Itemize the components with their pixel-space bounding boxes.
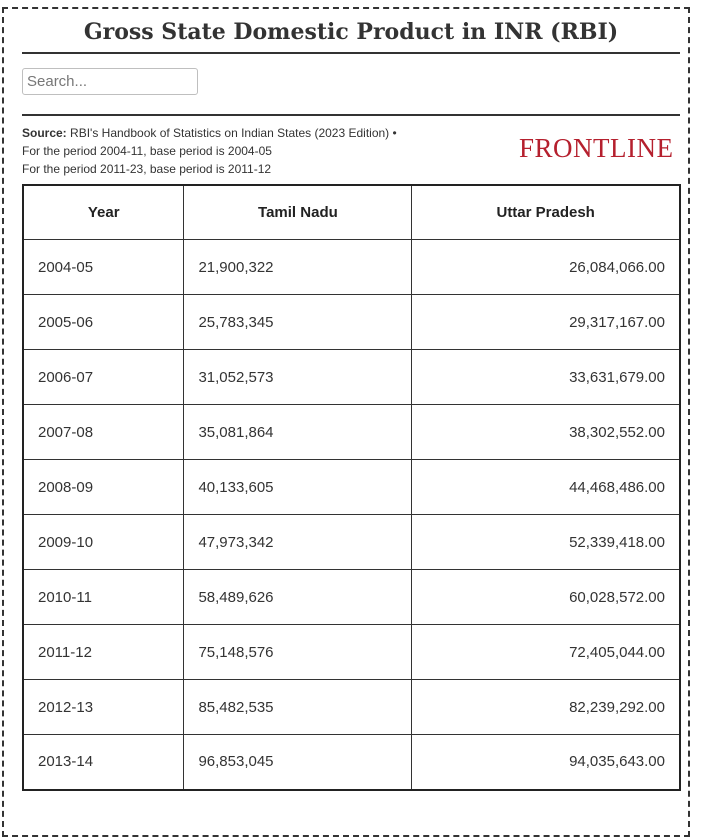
table-row: [23, 350, 680, 405]
source-text: RBI's Handbook of Statistics on Indian States (2023 Edition) •: [70, 126, 397, 140]
cell-uttar-pradesh: 72,405,044.00: [412, 625, 680, 680]
cell-year: 2010-11: [23, 570, 184, 625]
cell-year: 2011-12: [23, 625, 184, 680]
cell-uttar-pradesh: 52,339,418.00: [412, 515, 680, 570]
table-row: [23, 735, 680, 790]
cell-tamil-nadu: 96,853,045: [184, 735, 412, 790]
table-row: [23, 240, 680, 295]
cell-uttar-pradesh: 29,317,167.00: [412, 295, 680, 350]
cell-year: 2012-13: [23, 680, 184, 735]
table-row: [23, 460, 680, 515]
cell-uttar-pradesh: 94,035,643.00: [412, 735, 680, 790]
cell-uttar-pradesh: 60,028,572.00: [412, 570, 680, 625]
cell-tamil-nadu: 31,052,573: [184, 350, 412, 405]
column-header-uttar-pradesh[interactable]: Uttar Pradesh: [412, 185, 680, 240]
table-body: [23, 240, 680, 790]
cell-tamil-nadu: 21,900,322: [184, 240, 412, 295]
gsdp-table: [22, 184, 681, 791]
table-row: [23, 515, 680, 570]
cell-year: 2005-06: [23, 295, 184, 350]
table-row: [23, 570, 680, 625]
cell-tamil-nadu: 75,148,576: [184, 625, 412, 680]
column-header-tamil-nadu[interactable]: Tamil Nadu: [184, 185, 412, 240]
base-period-note-2: For the period 2011-23, base period is 2011-12: [22, 162, 272, 176]
cell-year: 2007-08: [23, 405, 184, 460]
cell-tamil-nadu: 25,783,345: [184, 295, 412, 350]
cell-tamil-nadu: 85,482,535: [184, 680, 412, 735]
cell-uttar-pradesh: 82,239,292.00: [412, 680, 680, 735]
cell-uttar-pradesh: 44,468,486.00: [412, 460, 680, 515]
table-header-row: [23, 185, 680, 240]
cell-tamil-nadu: 35,081,864: [184, 405, 412, 460]
table-row: [23, 680, 680, 735]
column-header-year[interactable]: Year: [23, 185, 184, 240]
cell-tamil-nadu: 47,973,342: [184, 515, 412, 570]
base-period-note-1: For the period 2004-11, base period is 2004-05: [22, 144, 272, 158]
cell-tamil-nadu: 58,489,626: [184, 570, 412, 625]
search-input[interactable]: [22, 68, 198, 95]
cell-year: 2013-14: [23, 735, 184, 790]
cell-uttar-pradesh: 26,084,066.00: [412, 240, 680, 295]
cell-uttar-pradesh: 38,302,552.00: [412, 405, 680, 460]
table-row: [23, 295, 680, 350]
source-label: Source:: [22, 126, 67, 140]
cell-year: 2004-05: [23, 240, 184, 295]
title-divider: [22, 52, 680, 54]
frontline-logo: FRONTLINE: [519, 133, 674, 163]
cell-tamil-nadu: 40,133,605: [184, 460, 412, 515]
cell-uttar-pradesh: 33,631,679.00: [412, 350, 680, 405]
table-row: [23, 625, 680, 680]
table-row: [23, 405, 680, 460]
source-line: [22, 124, 502, 142]
cell-year: 2009-10: [23, 515, 184, 570]
page-title: Gross State Domestic Product in INR (RBI): [83, 19, 619, 45]
search-divider: [22, 114, 680, 116]
cell-year: 2006-07: [23, 350, 184, 405]
source-notes: [22, 124, 502, 178]
cell-year: 2008-09: [23, 460, 184, 515]
